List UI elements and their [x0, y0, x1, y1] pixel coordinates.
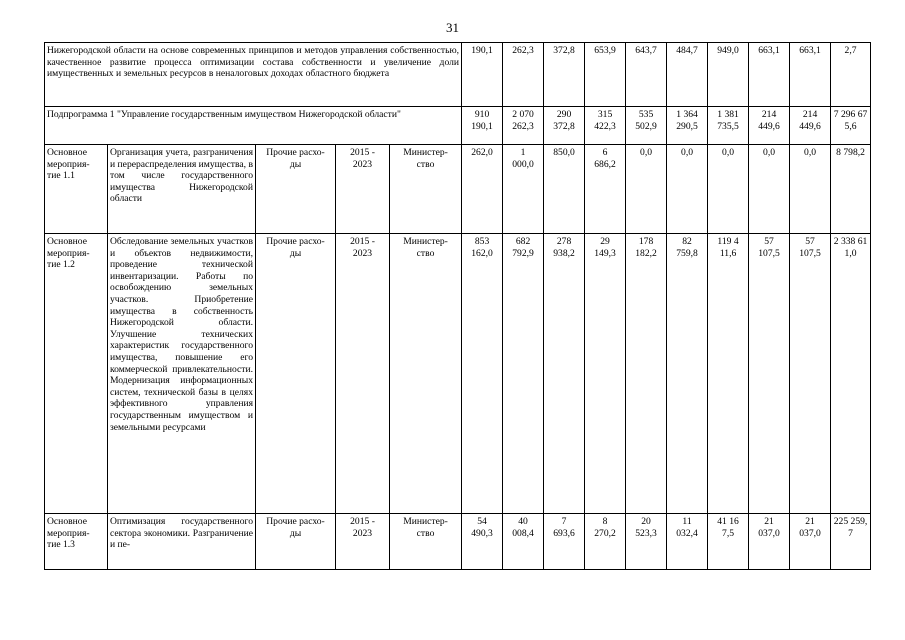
executor: Министер- ство	[390, 234, 462, 514]
value-cell: 8 798,2	[831, 145, 871, 234]
value-cell: 484,7	[667, 43, 708, 107]
value-cell: 315 422,3	[585, 107, 626, 145]
value-cell: 82 759,8	[667, 234, 708, 514]
period: 2015 - 2023	[336, 514, 390, 570]
expense-type: Прочие расхо- ды	[256, 145, 336, 234]
value-cell: 0,0	[626, 145, 667, 234]
measure-title: Оптимизация государственного сектора экономики. Разграничение и пе-	[108, 514, 256, 570]
value-cell: 7 296 67 5,6	[831, 107, 871, 145]
measure-code: Основное мероприя- тие 1.2	[45, 234, 108, 514]
table-row	[45, 514, 871, 570]
value-cell: 2 338 61 1,0	[831, 234, 871, 514]
value-cell: 29 149,3	[585, 234, 626, 514]
value-cell: 21 037,0	[749, 514, 790, 570]
value-cell: 290 372,8	[544, 107, 585, 145]
value-cell: 682 792,9	[503, 234, 544, 514]
subprogram-title: Подпрограмма 1 "Управление государственным имуществом Нижегородской области"	[45, 107, 462, 145]
value-cell: 214 449,6	[790, 107, 831, 145]
value-cell: 41 16 7,5	[708, 514, 749, 570]
value-cell: 21 037,0	[790, 514, 831, 570]
value-cell: 214 449,6	[749, 107, 790, 145]
value-cell: 20 523,3	[626, 514, 667, 570]
table-row	[45, 234, 871, 514]
value-cell: 1 364 290,5	[667, 107, 708, 145]
value-cell: 949,0	[708, 43, 749, 107]
value-cell: 278 938,2	[544, 234, 585, 514]
measure-code: Основное мероприя- тие 1.1	[45, 145, 108, 234]
value-cell: 225 259, 7	[831, 514, 871, 570]
value-cell: 2,7	[831, 43, 871, 107]
value-cell: 6 686,2	[585, 145, 626, 234]
value-cell: 0,0	[749, 145, 790, 234]
value-cell: 1 000,0	[503, 145, 544, 234]
measure-title: Обследование земельных участков и объектов недвижимости, проведение технической инвентаризации. Работы по освобождению земельных участков. Приобретение имущества в собственность Нижегородской области. Улучшение технических характеристик государственного имущества, повышение его коммерческой привлекательности. Модернизация информационных систем, технической базы в целях эффективного управления государственным имуществом и земельными ресурсами	[108, 234, 256, 514]
table-row	[45, 145, 871, 234]
expense-type: Прочие расхо- ды	[256, 234, 336, 514]
page-number: 31	[446, 20, 459, 35]
value-cell: 663,1	[749, 43, 790, 107]
value-cell: 178 182,2	[626, 234, 667, 514]
value-cell: 262,3	[503, 43, 544, 107]
value-cell: 653,9	[585, 43, 626, 107]
measure-code: Основное мероприя- тие 1.3	[45, 514, 108, 570]
value-cell: 372,8	[544, 43, 585, 107]
value-cell: 0,0	[708, 145, 749, 234]
value-cell: 910 190,1	[462, 107, 503, 145]
value-cell: 57 107,5	[790, 234, 831, 514]
value-cell: 57 107,5	[749, 234, 790, 514]
budget-table	[44, 42, 871, 570]
period: 2015 - 2023	[336, 234, 390, 514]
value-cell: 853 162,0	[462, 234, 503, 514]
value-cell: 663,1	[790, 43, 831, 107]
value-cell: 1 381 735,5	[708, 107, 749, 145]
value-cell: 850,0	[544, 145, 585, 234]
period: 2015 - 2023	[336, 145, 390, 234]
measure-title: Организация учета, разграничения и перераспределения имущества, в том числе государственного имущества Нижегородской области	[108, 145, 256, 234]
value-cell: 535 502,9	[626, 107, 667, 145]
value-cell: 643,7	[626, 43, 667, 107]
value-cell: 262,0	[462, 145, 503, 234]
value-cell: 40 008,4	[503, 514, 544, 570]
value-cell: 119 4 11,6	[708, 234, 749, 514]
value-cell: 54 490,3	[462, 514, 503, 570]
table-row	[45, 43, 871, 107]
value-cell: 2 070 262,3	[503, 107, 544, 145]
value-cell: 0,0	[667, 145, 708, 234]
value-cell: 0,0	[790, 145, 831, 234]
executor: Министер- ство	[390, 145, 462, 234]
executor: Министер- ство	[390, 514, 462, 570]
value-cell: 7 693,6	[544, 514, 585, 570]
expense-type: Прочие расхо- ды	[256, 514, 336, 570]
value-cell: 11 032,4	[667, 514, 708, 570]
value-cell: 8 270,2	[585, 514, 626, 570]
goal-description: Нижегородской области на основе современных принципов и методов управления собственностью, качественное развитие процесса оптимизации состава собственности и увеличение доли имущественных и земельных ресурсов в неналоговых доходах областного бюджета	[45, 43, 462, 107]
table-row	[45, 107, 871, 145]
value-cell: 190,1	[462, 43, 503, 107]
